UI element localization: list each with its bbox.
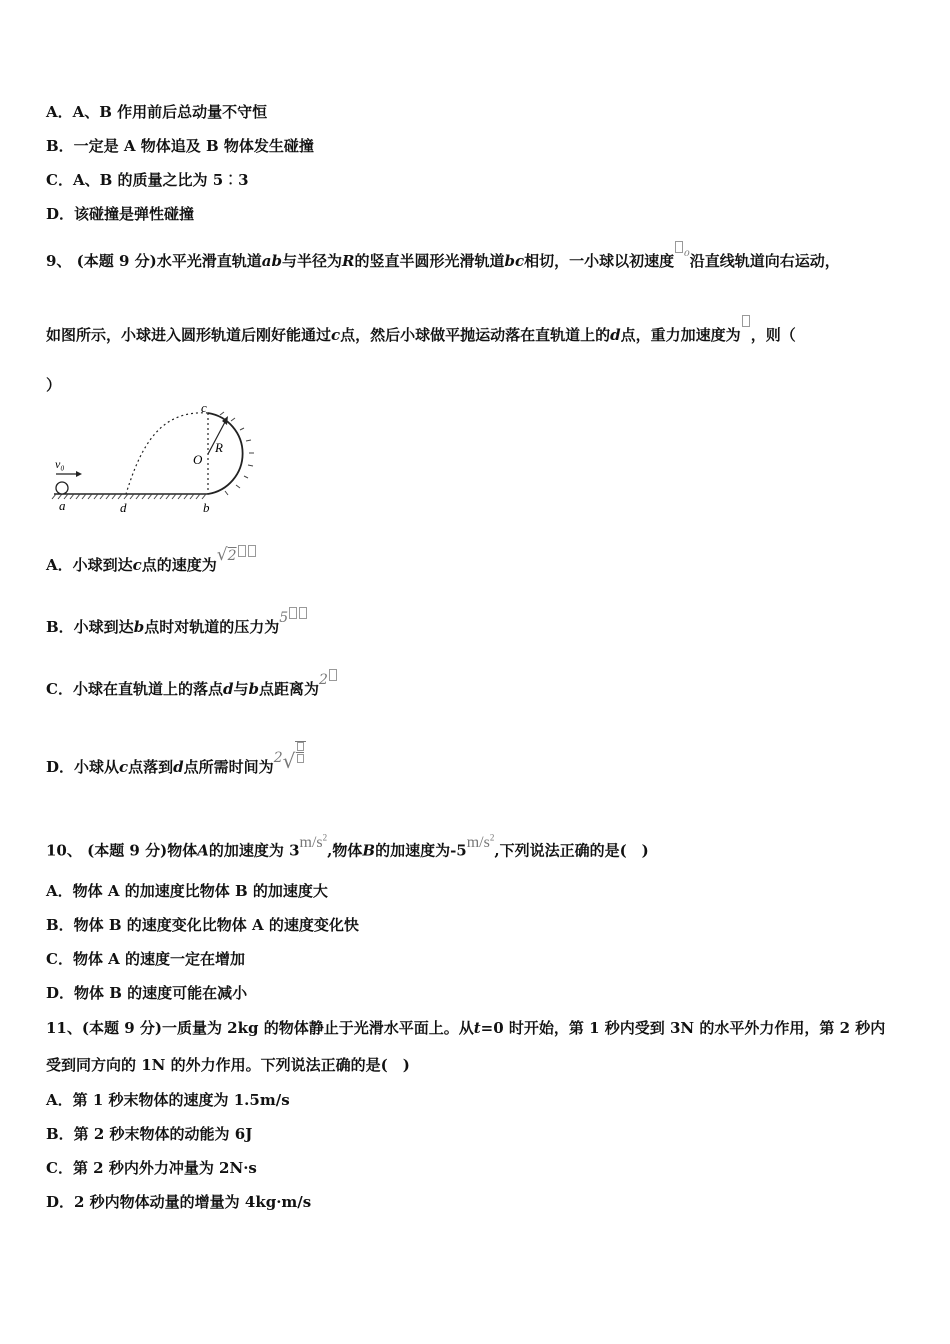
q9-number: 9、 <box>46 252 72 270</box>
label-d: d <box>120 500 127 515</box>
q9-option-d <box>46 749 306 778</box>
semicircle-track <box>208 413 243 494</box>
var-R: R <box>342 252 355 270</box>
text: ,物体 <box>327 841 363 860</box>
text: 点落到 <box>128 758 174 776</box>
label-a: a <box>59 498 66 513</box>
q11-option-a: A．第 1 秒末物体的速度为 1.5m/s <box>46 1091 290 1109</box>
text: 与半径为 <box>281 252 342 270</box>
text: 物体 <box>167 841 198 860</box>
text: 点时对轨道的压力为 <box>144 618 280 636</box>
var-d: d <box>222 680 234 698</box>
velocity-arrowhead <box>76 471 82 477</box>
unit-text: m/s <box>299 834 323 852</box>
coef: 2 <box>273 750 283 766</box>
label-c: c <box>201 402 207 415</box>
q10-option-b: B．物体 B 的速度变化比物体 A 的速度变化快 <box>46 916 359 934</box>
q11-stem-line1 <box>46 1018 885 1038</box>
label-b: b <box>203 500 210 515</box>
var-c: c <box>119 758 129 776</box>
text: =0 时开始，第 1 秒内受到 3N 的水平外力作用，第 2 秒内 <box>480 1019 886 1037</box>
text: ,下列说法正确的是( ) <box>494 841 649 860</box>
var-d: d <box>173 758 184 776</box>
text: 的加速度为 3 <box>208 841 300 860</box>
unit-b <box>467 834 495 851</box>
q8-option-b: B．一定是 A 物体追及 B 物体发生碰撞 <box>46 137 314 155</box>
text: D．小球从 <box>46 758 120 776</box>
text: 与 <box>233 680 249 698</box>
fraction <box>295 741 306 763</box>
q8-option-c: C．A、B 的质量之比为 5︰3 <box>46 171 249 189</box>
missing-glyph <box>297 754 304 763</box>
missing-glyph-v <box>675 241 683 253</box>
q10-number: 10、 <box>46 841 82 860</box>
text: 点，然后小球做平抛运动落在直轨道上的 <box>340 326 611 344</box>
q8-option-d: D．该碰撞是弹性碰撞 <box>46 205 195 223</box>
sqrt-radicand <box>228 548 257 564</box>
q9-stem-line1 <box>46 244 840 272</box>
var-ab: ab <box>261 252 282 270</box>
text: 沿直线轨道向右运动， <box>689 252 840 270</box>
q9-option-c <box>46 672 338 700</box>
q11-stem-line2: 受到同方向的 1N 的外力作用。下列说法正确的是( ) <box>46 1056 410 1074</box>
q9-figure <box>50 402 260 518</box>
subscript-zero-glyph: ₀ <box>684 244 690 260</box>
q9-option-b <box>46 610 308 638</box>
var-A: A <box>197 841 209 860</box>
text: B．小球到达 <box>46 618 134 636</box>
unit-exp: 2 <box>322 833 328 843</box>
q9-stem-line2 <box>46 325 796 345</box>
q11-option-d: D．2 秒内物体动量的增量为 4kg·m/s <box>46 1193 312 1211</box>
var-b: b <box>248 680 259 698</box>
var-d: d <box>610 326 621 344</box>
unit-exp: 2 <box>489 833 495 843</box>
text: A．小球到达 <box>46 556 133 574</box>
missing-glyph <box>329 669 337 681</box>
q8-option-a: A．A、B 作用前后总动量不守恒 <box>46 103 268 121</box>
missing-glyph <box>289 607 297 619</box>
missing-glyph <box>299 607 307 619</box>
text: C．小球在直轨道上的落点 <box>46 680 223 698</box>
var-c: c <box>132 556 142 574</box>
label-v0: v₀ <box>55 457 65 471</box>
text: 11、(本题 9 分)一质量为 2kg 的物体静止于光滑水平面上。从 <box>46 1019 474 1037</box>
text: 相切，一小球以初速度 <box>524 252 675 270</box>
q9-option-a <box>46 545 257 576</box>
missing-glyph <box>238 545 246 557</box>
q11-option-b: B．第 2 秒末物体的动能为 6J <box>46 1125 253 1143</box>
var-bc: bc <box>504 252 525 270</box>
sqrt-sign: √ <box>282 749 296 773</box>
q9-stem-line3: ） <box>46 376 62 394</box>
unit-text: m/s <box>466 834 490 852</box>
label-O: O <box>193 452 203 467</box>
q10-option-a: A．物体 A 的加速度比物体 B 的加速度大 <box>46 882 328 900</box>
coef: 2 <box>227 548 237 564</box>
missing-glyph-g <box>742 315 750 327</box>
coef: 5 <box>279 610 289 626</box>
var-t: t <box>473 1019 481 1037</box>
q10-stem <box>46 833 649 861</box>
q11-option-c: C．第 2 秒内外力冲量为 2N·s <box>46 1159 257 1177</box>
q9-points: (本题 9 分) <box>76 252 157 270</box>
ball <box>56 482 68 494</box>
semicircle-hatching <box>220 412 254 495</box>
fraction-bar <box>296 752 304 753</box>
q10-option-c: C．物体 A 的速度一定在增加 <box>46 950 246 968</box>
text: 如图所示，小球进入圆形轨道后刚好能通过 <box>46 326 332 344</box>
text: 点距离为 <box>258 680 319 698</box>
text: ，则（ <box>750 326 796 344</box>
missing-glyph <box>297 742 304 751</box>
var-c: c <box>331 326 341 344</box>
coef: 2 <box>318 672 328 688</box>
unit-a <box>300 834 328 851</box>
var-b: b <box>133 618 145 636</box>
text: 的加速度为-5 <box>375 841 467 860</box>
text: 水平光滑直轨道 <box>156 252 262 270</box>
text: 的竖直半圆形光滑轨道 <box>354 252 505 270</box>
q10-points: (本题 9 分) <box>87 841 168 860</box>
sqrt-sign: √ <box>216 545 228 565</box>
q10-option-d: D．物体 B 的速度可能在减小 <box>46 984 248 1002</box>
text: 点所需时间为 <box>183 758 274 776</box>
missing-glyph <box>248 545 256 557</box>
var-B: B <box>362 841 376 860</box>
text: 点的速度为 <box>141 556 217 574</box>
label-R: R <box>215 440 223 455</box>
text: 点，重力加速度为 <box>620 326 741 344</box>
